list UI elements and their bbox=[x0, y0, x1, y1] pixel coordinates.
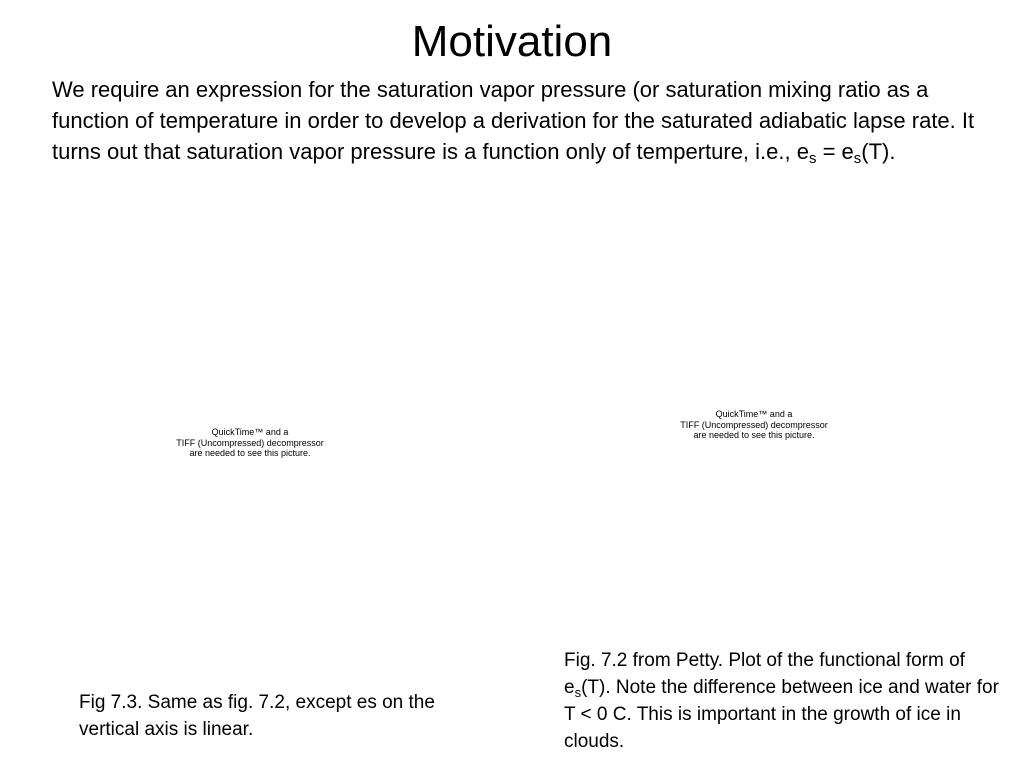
caption-fig-7-2 bbox=[564, 647, 1014, 755]
image-placeholder-left bbox=[150, 427, 350, 459]
placeholder-line: are needed to see this picture. bbox=[189, 448, 311, 458]
slide-title: Motivation bbox=[411, 17, 613, 66]
intro-end: (T). bbox=[861, 139, 896, 164]
intro-subscript-1: s bbox=[808, 150, 817, 167]
intro-subscript-2: s bbox=[853, 150, 862, 167]
placeholder-line: QuickTime™ and a bbox=[715, 409, 793, 419]
caption-text: Fig. 7.2 from Petty. Plot of the functional form of e bbox=[564, 650, 965, 698]
caption-fig-7-3: Fig 7.3. Same as fig. 7.2, except es on the vertical axis is linear. bbox=[79, 692, 435, 740]
intro-paragraph bbox=[52, 74, 1002, 167]
placeholder-line: TIFF (Uncompressed) decompressor bbox=[680, 419, 828, 430]
intro-equals: = e bbox=[816, 139, 854, 164]
caption-subscript: s bbox=[574, 685, 582, 700]
placeholder-line: are needed to see this picture. bbox=[693, 430, 815, 440]
caption-text-end: (T). Note the difference between ice and water for T < 0 C. This is important in the growth of ice in clouds. bbox=[564, 677, 999, 752]
image-placeholder-right bbox=[644, 409, 864, 441]
placeholder-line: QuickTime™ and a bbox=[211, 427, 289, 437]
intro-text: We require an expression for the saturation vapor pressure (or saturation mixing ratio as a function of temperature in order to develop a derivation for the saturated adiabatic lapse rate. It turns out that saturation vapor pressure is a function only of temperture, i.e., e bbox=[52, 77, 975, 164]
placeholder-line: TIFF (Uncompressed) decompressor bbox=[176, 437, 324, 448]
